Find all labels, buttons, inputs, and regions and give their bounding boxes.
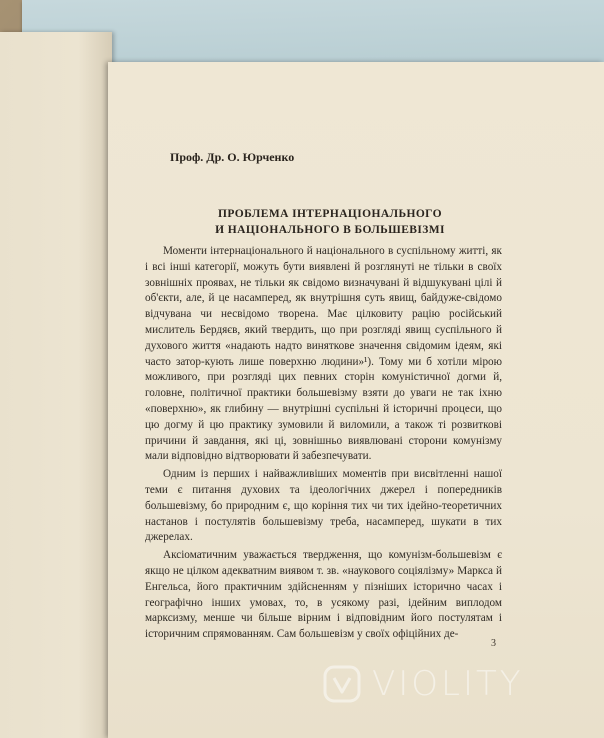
document-body	[145, 244, 502, 643]
document-title	[160, 206, 500, 238]
watermark	[322, 664, 524, 704]
paragraph-1: Моменти інтернаціонального й національного в суспільному житті, як і всі інші категорії, можуть бути виявлені й розглянуті не тільки в своїх зовнішніх проявах, не тільки як свідомо визначувані й відшукувані цілі й об'єкти, але, й це насамперед, як внутрішня суть явищ, байдуже-свідомо відчувана чи несвідомо творена. Має цілковиту рацію російський мислитель Бердяєв, який твердить, що при розгляді явищ суспільного й духового життя «надають надто виняткове значення свідомим ідеям, які часто затор-кують лише поверхню людини»¹). Тому ми б хотіли мірою можливого, при розгляді цих певних сторін комуністичної догми й, головне, політичної практики большевізму взяти до уваги не так іхню «поверхню», як глибину — внутрішні суспільні й історичні процеси, що цю догму й цю практику зумовили й виломили, а також ті розвиткові причини й завдання, які ці, зовнішньо виявлювані сторони комунізму мали відповідно відтворювати й забезпечувати.	[145, 245, 502, 463]
left-page-edge	[0, 32, 112, 738]
watermark-text: VIOLITY	[372, 664, 524, 704]
title-line-2: И НАЦІОНАЛЬНОГО В БОЛЬШЕВІЗМІ	[215, 224, 445, 236]
author-line: Проф. Др. О. Юрченко	[170, 150, 295, 164]
page-number: 3	[491, 638, 496, 649]
paragraph-3: Аксіоматичним уважається твердження, що комунізм-большевізм є якщо не цілком адекватним виявом т. зв. «наукового соціялізму» Маркса й Енгельса, його практичним здійсненням у пізніших історично часах і географічно інших умовах, то, в усякому разі, ідейним виплодом марксизму, менше чи більше вірним і відповідним його постулятам і історичним спрямованням. Сам большевізм у своїх офіційних де-	[145, 549, 502, 641]
paragraph-2: Одним із перших і найважливіших моментів при висвітленні нашої теми є питання духових та ідеологічних джерел і попередників большевізму, бо природним є, що коріння тих чи тих ідейно-теоретичних настанов і постулятів большевізму треба, насамперед, шукати в тих джерелах.	[145, 468, 502, 544]
violity-logo-icon	[322, 664, 362, 704]
title-line-1: ПРОБЛЕМА ІНТЕРНАЦІОНАЛЬНОГО	[218, 208, 442, 220]
